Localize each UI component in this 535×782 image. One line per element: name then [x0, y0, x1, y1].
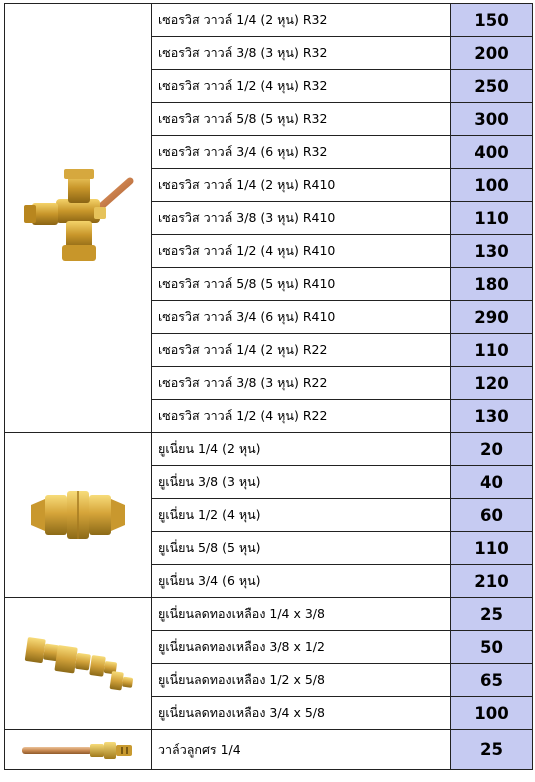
table-row [5, 598, 533, 631]
item-name: เซอรวิส วาวล์ 1/4 (2 หุน) R410 [152, 169, 451, 202]
product-image [5, 730, 152, 770]
item-name: ยูเนี่ยน 3/8 (3 หุน) [152, 466, 451, 499]
table-row [5, 4, 533, 37]
service-valve-icon [18, 163, 138, 273]
item-price: 120 [451, 367, 533, 400]
item-price: 25 [451, 730, 533, 770]
item-name: เซอรวิส วาวล์ 1/2 (4 หุน) R410 [152, 235, 451, 268]
item-name: ยูเนี่ยนลดทองเหลือง 3/4 x 5/8 [152, 697, 451, 730]
item-price: 150 [451, 4, 533, 37]
item-name: เซอรวิส วาวล์ 1/4 (2 หุน) R22 [152, 334, 451, 367]
item-price: 130 [451, 400, 533, 433]
item-name: เซอรวิส วาวล์ 3/4 (6 หุน) R32 [152, 136, 451, 169]
item-name: เซอรวิส วาวล์ 5/8 (5 หุน) R32 [152, 103, 451, 136]
item-name: ยูเนี่ยนลดทองเหลือง 1/4 x 3/8 [152, 598, 451, 631]
item-price: 290 [451, 301, 533, 334]
item-name: ยูเนี่ยน 1/2 (4 หุน) [152, 499, 451, 532]
item-name: เซอรวิส วาวล์ 3/8 (3 หุน) R410 [152, 202, 451, 235]
item-price: 110 [451, 334, 533, 367]
price-table [4, 3, 533, 770]
item-name: ยูเนี่ยนลดทองเหลือง 3/8 x 1/2 [152, 631, 451, 664]
item-price: 25 [451, 598, 533, 631]
item-price: 250 [451, 70, 533, 103]
item-price: 180 [451, 268, 533, 301]
item-name: ยูเนี่ยน 3/4 (6 หุน) [152, 565, 451, 598]
item-name: เซอรวิส วาวล์ 1/2 (4 หุน) R22 [152, 400, 451, 433]
item-name: ยูเนี่ยน 5/8 (5 หุน) [152, 532, 451, 565]
item-price: 60 [451, 499, 533, 532]
item-name: เซอรวิส วาวล์ 5/8 (5 หุน) R410 [152, 268, 451, 301]
schrader-valve-icon [18, 735, 138, 765]
table-row [5, 433, 533, 466]
item-price: 40 [451, 466, 533, 499]
product-image [5, 4, 152, 433]
item-price: 50 [451, 631, 533, 664]
item-name: เซอรวิส วาวล์ 1/4 (2 หุน) R32 [152, 4, 451, 37]
item-price: 110 [451, 532, 533, 565]
item-name: เซอรวิส วาวล์ 3/8 (3 หุน) R32 [152, 37, 451, 70]
item-name: วาล์วลูกศร 1/4 [152, 730, 451, 770]
product-image [5, 598, 152, 730]
item-name: ยูเนี่ยนลดทองเหลือง 1/2 x 5/8 [152, 664, 451, 697]
item-name: ยูเนี่ยน 1/4 (2 หุน) [152, 433, 451, 466]
item-price: 300 [451, 103, 533, 136]
item-price: 200 [451, 37, 533, 70]
item-price: 65 [451, 664, 533, 697]
item-name: เซอรวิส วาวล์ 3/8 (3 หุน) R22 [152, 367, 451, 400]
item-price: 130 [451, 235, 533, 268]
price-list [4, 3, 533, 770]
item-price: 210 [451, 565, 533, 598]
brass-union-icon [23, 475, 133, 555]
item-price: 100 [451, 697, 533, 730]
item-price: 400 [451, 136, 533, 169]
item-price: 100 [451, 169, 533, 202]
table-row [5, 730, 533, 770]
item-price: 20 [451, 433, 533, 466]
item-price: 110 [451, 202, 533, 235]
item-name: เซอรวิส วาวล์ 1/2 (4 หุน) R32 [152, 70, 451, 103]
reducer-union-icon [18, 619, 138, 709]
product-image [5, 433, 152, 598]
item-name: เซอรวิส วาวล์ 3/4 (6 หุน) R410 [152, 301, 451, 334]
